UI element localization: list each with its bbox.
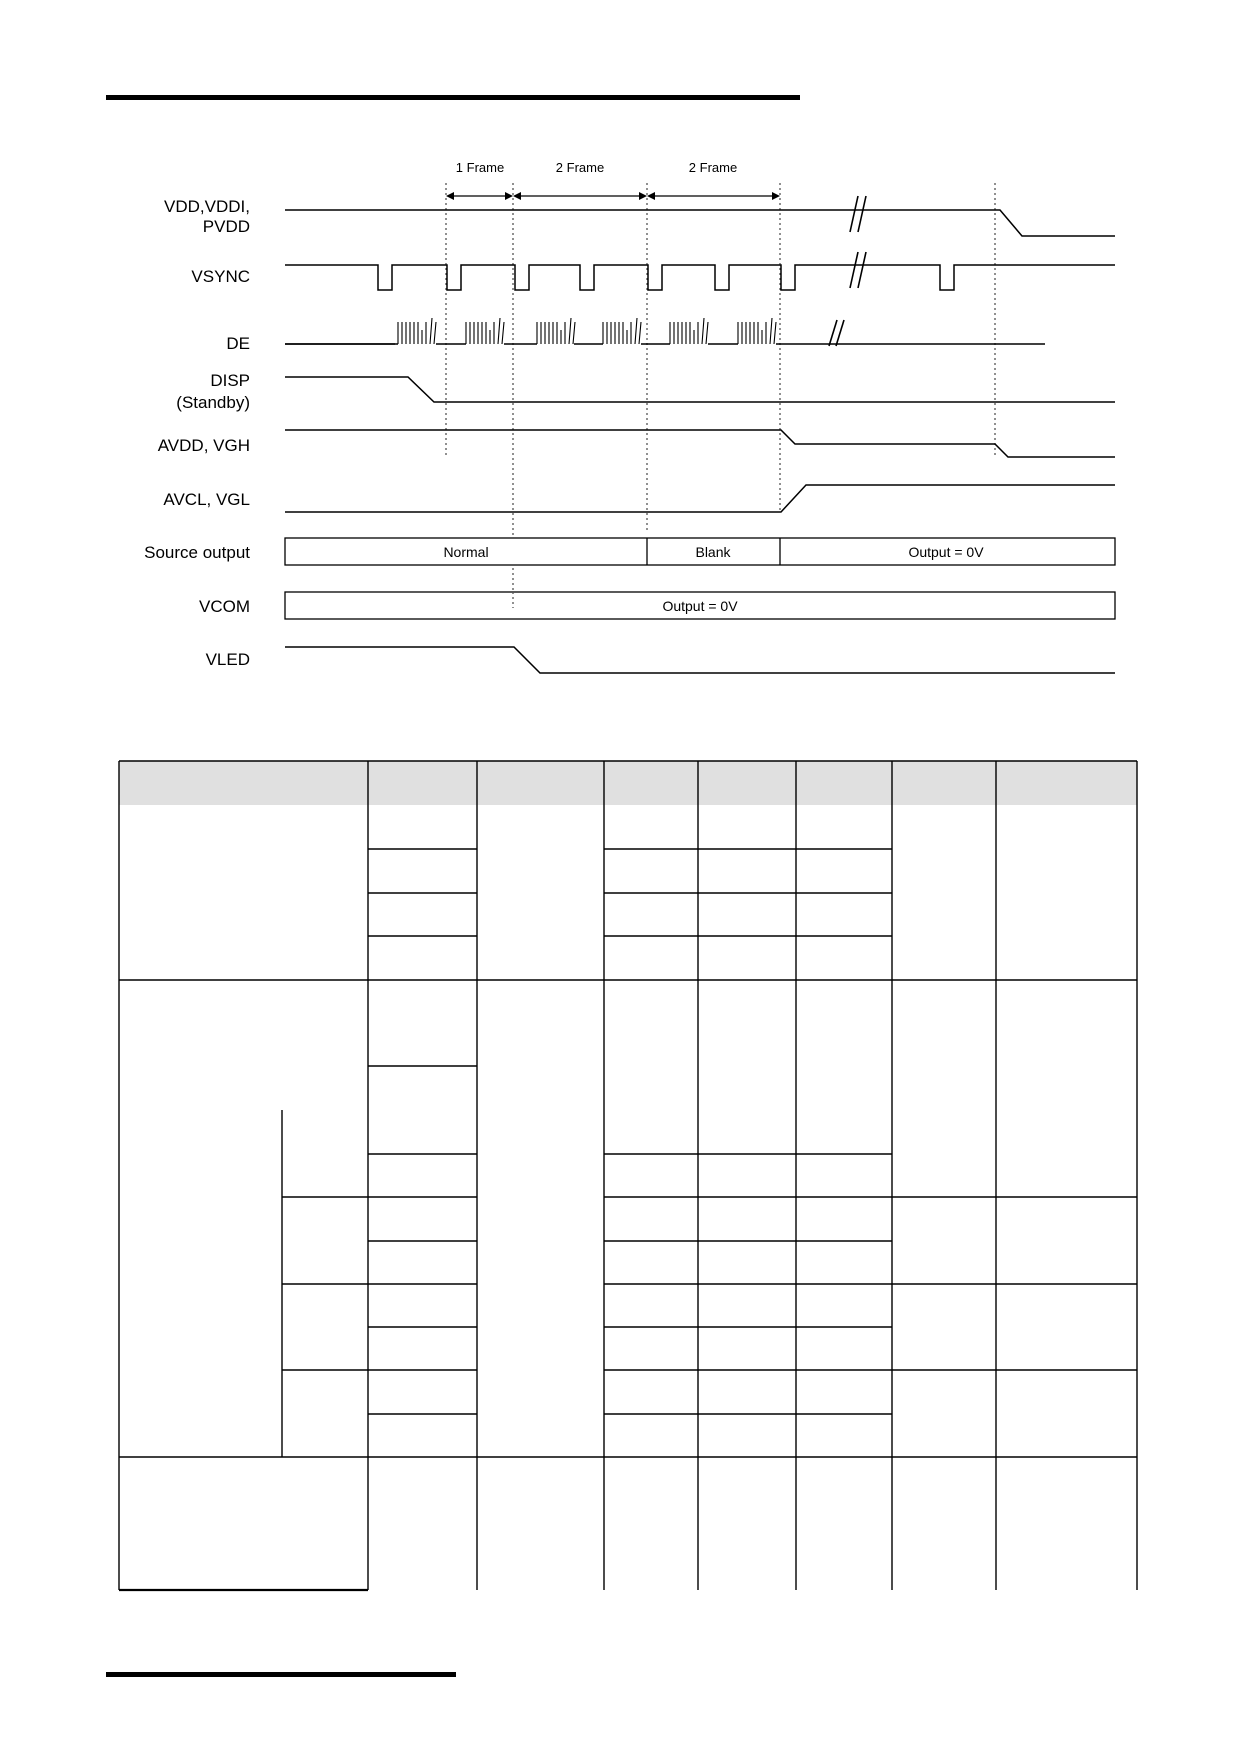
frame-label-3: 2 Frame [688,160,738,175]
signal-label-vcom: VCOM [199,597,250,616]
signal-label-source: Source output [144,543,250,562]
frame-label-2: 2 Frame [555,160,605,175]
source-segment-blank: Blank [695,544,731,560]
bottom-rule [106,1672,456,1677]
signal-label-vdd-2: PVDD [202,217,250,236]
signal-label-disp-1: DISP [210,371,250,390]
table-header [119,761,1137,805]
signal-label-vled: VLED [205,650,250,669]
signal-label-avdd: AVDD, VGH [157,436,250,455]
source-segment-output: Output = 0V [908,544,984,560]
signal-label-vsync: VSYNC [191,267,250,286]
frame-label-1: 1 Frame [455,160,505,175]
source-segment-normal: Normal [443,544,489,560]
signal-label-disp-2: (Standby) [176,393,250,412]
signal-label-de: DE [226,334,250,353]
signal-label-avcl: AVCL, VGL [163,490,250,509]
vcom-text: Output = 0V [662,598,738,614]
signal-label-vdd-1: VDD,VDDI, [164,197,250,216]
